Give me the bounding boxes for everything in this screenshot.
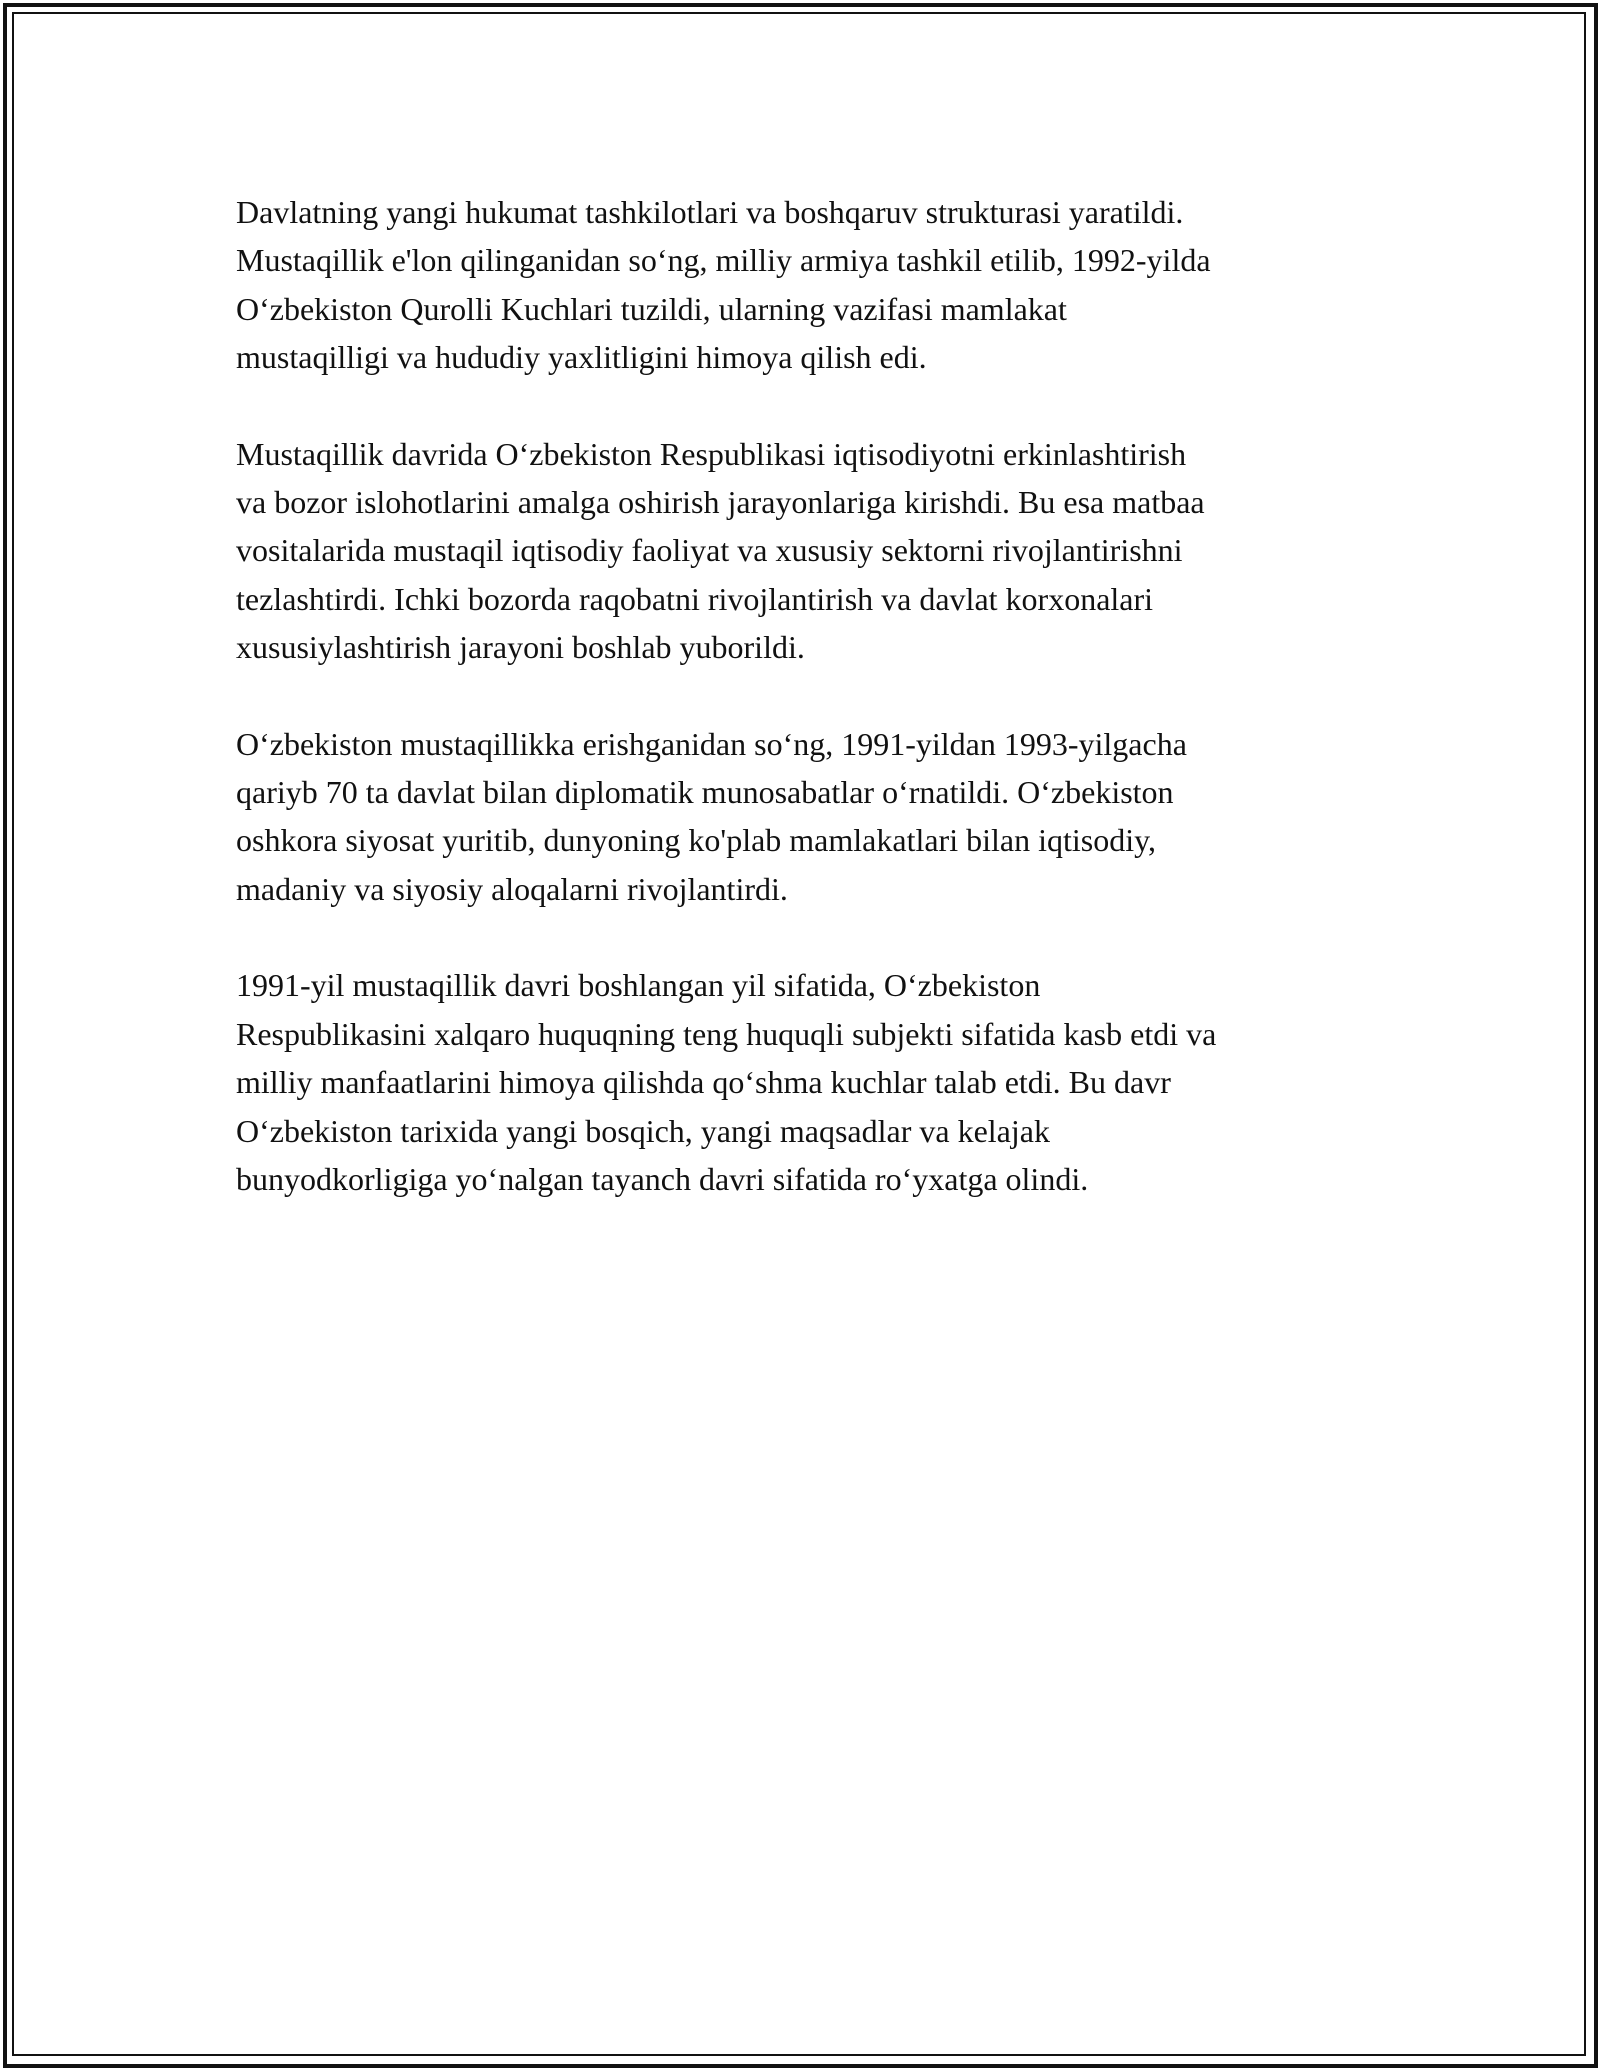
paragraph-independence-period: 1991-yil mustaqillik davri boshlangan yil sifatida, O‘zbekiston Respublikasini xalqaro huquqning teng huquqli subjekti sifatida kasb etdi va milliy manfaatlarini himoya qilishda qo‘shma kuchlar talab etdi. Bu davr O‘zbekiston tarixida yangi bosqich, yangi maqsadlar va kelajak bunyodkorligiga yo‘nalgan tayanch davri sifatida ro‘yxatga olindi. <box>236 967 1217 1197</box>
document-body <box>236 188 1366 1251</box>
paragraph-economic-reforms: Mustaqillik davrida O‘zbekiston Respublikasi iqtisodiyotni erkinlashtirish va bozor islohotlarini amalga oshirish jarayonlariga kirishdi. Bu esa matbaa vositalarida mustaqil iqtisodiy faoliyat va xususiy sektorni rivojlantirishni tezlashtirdi. Ichki bozorda raqobatni rivojlantirish va davlat korxonalari xususiylashtirish jarayoni boshlab yuborildi. <box>236 435 1205 666</box>
paragraph-government-structure: Davlatning yangi hukumat tashkilotlari va boshqaruv strukturasi yaratildi. Mustaqillik e'lon qilinganidan so‘ng, milliy armiya tashkil etilib, 1992-yilda O‘zbekiston Qurolli Kuchlari tuzildi, ularning vazifasi mamlakat mustaqilligi va hududiy yaxlitligini himoya qilish edi. <box>236 194 1211 376</box>
paragraph-diplomatic-relations: O‘zbekiston mustaqillikka erishganidan so‘ng, 1991-yildan 1993-yilgacha qariyb 70 ta davlat bilan diplomatik munosabatlar o‘rnatildi. O‘zbekiston oshkora siyosat yuritib, dunyoning ko'plab mamlakatlari bilan iqtisodiy, madaniy va siyosiy aloqalarni rivojlantirdi. <box>236 725 1187 907</box>
